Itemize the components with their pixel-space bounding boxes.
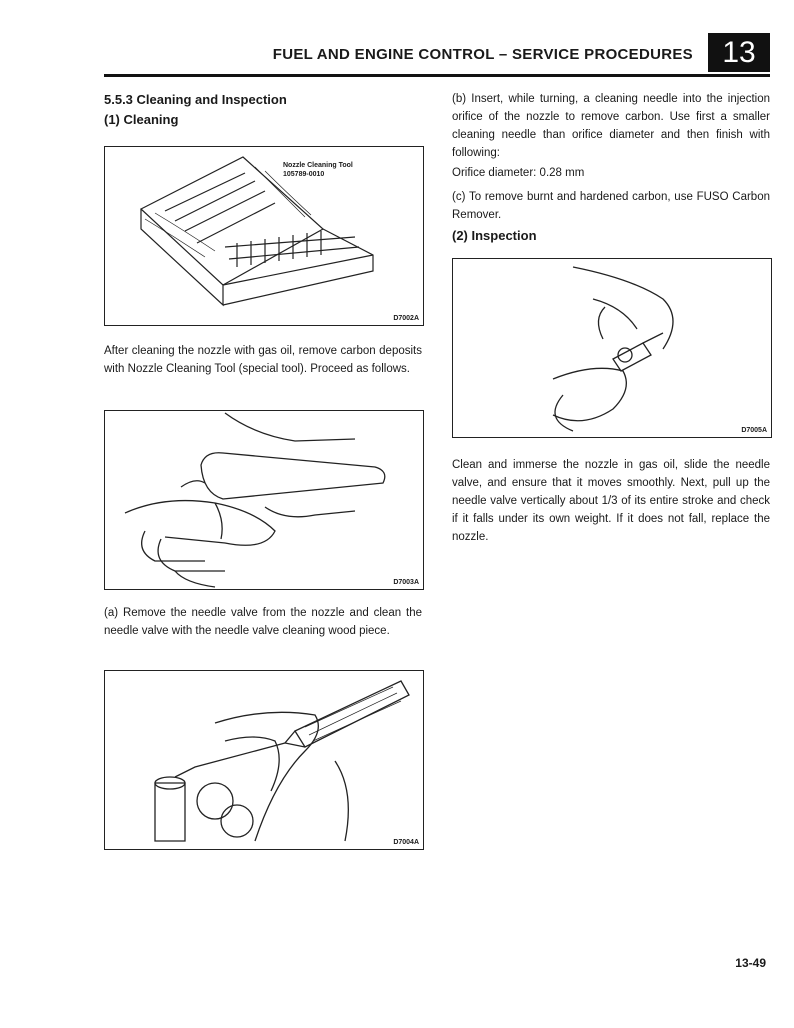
cleaning-intro-paragraph: After cleaning the nozzle with gas oil, remove carbon deposits with Nozzle Cleaning Tool (special tool). Proceed as follows.	[104, 345, 422, 375]
step-c-paragraph: (c) To remove burnt and hardened carbon, use FUSO Carbon Remover.	[452, 191, 770, 221]
tool-callout-label: Nozzle Cleaning Tool 105789-0010	[283, 162, 353, 178]
inspection-subheading: (2) Inspection	[452, 228, 537, 243]
figure-nozzle-inspection	[452, 258, 772, 438]
section-heading: 5.5.3 Cleaning and Inspection	[104, 92, 287, 107]
page-number: 13-49	[735, 956, 766, 970]
step-b-paragraph: (b) Insert, while turning, a cleaning needle into the injection orifice of the nozzle to remove carbon. Use first a smaller cleaning needle than orifice diameter and then finish with following:	[452, 93, 770, 159]
nozzle-inspection-illustration	[453, 259, 771, 437]
figure-code: D7004A	[393, 839, 419, 846]
cleaning-needle-orifice-illustration	[105, 671, 423, 849]
page-header-title: FUEL AND ENGINE CONTROL – SERVICE PROCEDURES	[272, 46, 693, 63]
step-a-paragraph: (a) Remove the needle valve from the nozzle and clean the needle valve with the needle valve cleaning wood piece.	[104, 607, 422, 637]
chapter-number-badge: 13	[708, 33, 770, 72]
figure-orifice-cleaning	[104, 670, 424, 850]
inspection-paragraph: Clean and immerse the nozzle in gas oil, slide the needle valve, and ensure that it moves smoothly. Next, pull up the needle valve vertically about 1/3 of its entire stroke and check if it falls under its own weight. If it does not fall, replace the nozzle.	[452, 459, 770, 543]
orifice-diameter-spec: Orifice diameter: 0.28 mm	[452, 167, 585, 179]
hands-cleaning-needle-valve-illustration	[105, 411, 423, 589]
figure-needle-valve-cleaning	[104, 410, 424, 590]
cleaning-subheading: (1) Cleaning	[104, 112, 179, 127]
header-divider	[104, 74, 770, 77]
figure-nozzle-cleaning-tool	[104, 146, 424, 326]
figure-code: D7005A	[741, 427, 767, 434]
nozzle-cleaning-tool-illustration	[105, 147, 423, 325]
figure-code: D7003A	[393, 579, 419, 586]
figure-code: D7002A	[393, 315, 419, 322]
